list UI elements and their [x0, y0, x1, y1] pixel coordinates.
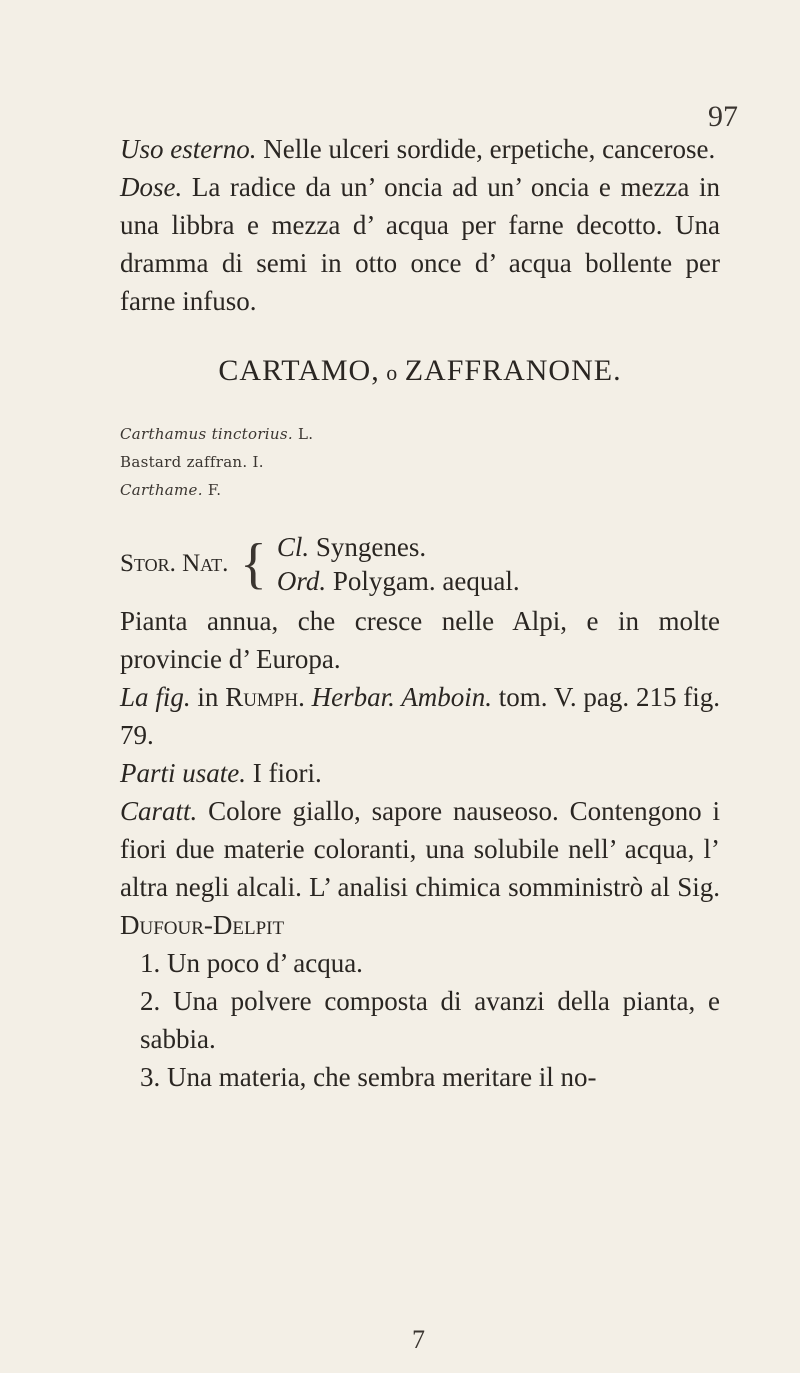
pianta-paragraph: Pianta annua, che cresce nelle Alpi, e in molte provincie d’ Europa.	[120, 606, 720, 674]
fig-lead: La fig.	[120, 682, 191, 712]
page-number: 97	[708, 100, 738, 133]
synonym-french-auth: F.	[202, 481, 222, 499]
parti-paragraph	[120, 754, 720, 792]
list-item-2: 2. Una polvere composta di avanzi della pianta, e sabbia.	[140, 986, 720, 1054]
uso-text: Nelle ulceri sordide, erpetiche, cancerose.	[256, 134, 716, 164]
fig-text-2	[305, 682, 312, 712]
fig-text-1: in	[190, 682, 226, 712]
synonym-english-name: Bastard zaffran.	[120, 453, 248, 471]
stor-nat-label: Stor. Nat.	[120, 550, 229, 577]
order-label: Ord.	[276, 566, 327, 596]
fig-text-3: tom. V. pag. 215 fig. 79.	[120, 682, 720, 750]
caratt-lead: Caratt.	[120, 796, 198, 826]
synonym-french-name: Carthame.	[120, 481, 203, 499]
synonyms-block	[120, 420, 720, 504]
order-value: Polygam. aequal.	[326, 566, 520, 596]
list-item-3: 3. Una materia, che sembra meritare il no-	[140, 1062, 597, 1092]
section-heading	[120, 352, 720, 392]
stor-nat-lines	[277, 530, 520, 598]
class-label: Cl.	[276, 532, 310, 562]
uso-lead: Uso esterno.	[120, 134, 257, 164]
parti-lead: Parti usate.	[120, 758, 246, 788]
fig-author: Rumph.	[225, 682, 305, 712]
synonym-latin-name: Carthamus tinctorius.	[120, 425, 293, 443]
text-block	[120, 130, 720, 1096]
synonym-latin-auth: L.	[292, 425, 314, 443]
synonym-english-auth: I.	[247, 453, 264, 471]
heading-conjunction: o	[379, 360, 405, 385]
signature-mark: 7	[412, 1325, 425, 1354]
heading-main-1: CARTAMO,	[218, 354, 380, 387]
dose-paragraph	[120, 168, 720, 320]
caratt-name: Dufour-Delpit	[120, 910, 285, 940]
stor-nat-block	[120, 530, 720, 598]
dose-lead: Dose.	[120, 172, 183, 202]
class-value: Syngenes.	[309, 532, 427, 562]
synonym-french	[120, 476, 720, 504]
stor-nat-class	[277, 530, 520, 564]
heading-main-2: ZAFFRANONE.	[404, 354, 622, 387]
caratt-text: Colore giallo, sapore nauseoso. Contengono i fiori due materie coloranti, una solubile nell’ acqua, l’ altra negli alcali. L’ analisi chimica somministrò al Sig.	[120, 796, 720, 902]
fig-paragraph	[120, 678, 720, 754]
dose-text: La radice da un’ oncia ad un’ oncia e mezza in una libbra e mezza d’ acqua per farne decotto. Una dramma di semi in otto once d’ acqua bollente per farne infuso.	[120, 172, 720, 316]
list-item-1: 1. Un poco d’ acqua.	[140, 948, 363, 978]
synonym-latin	[120, 420, 720, 448]
synonym-english	[120, 448, 720, 476]
stor-nat-order	[277, 564, 520, 598]
parti-text: I fiori.	[246, 758, 322, 788]
fig-work: Herbar. Amboin.	[311, 682, 492, 712]
brace-glyph: {	[240, 533, 267, 595]
caratt-paragraph	[120, 792, 720, 944]
uso-paragraph	[120, 130, 720, 168]
